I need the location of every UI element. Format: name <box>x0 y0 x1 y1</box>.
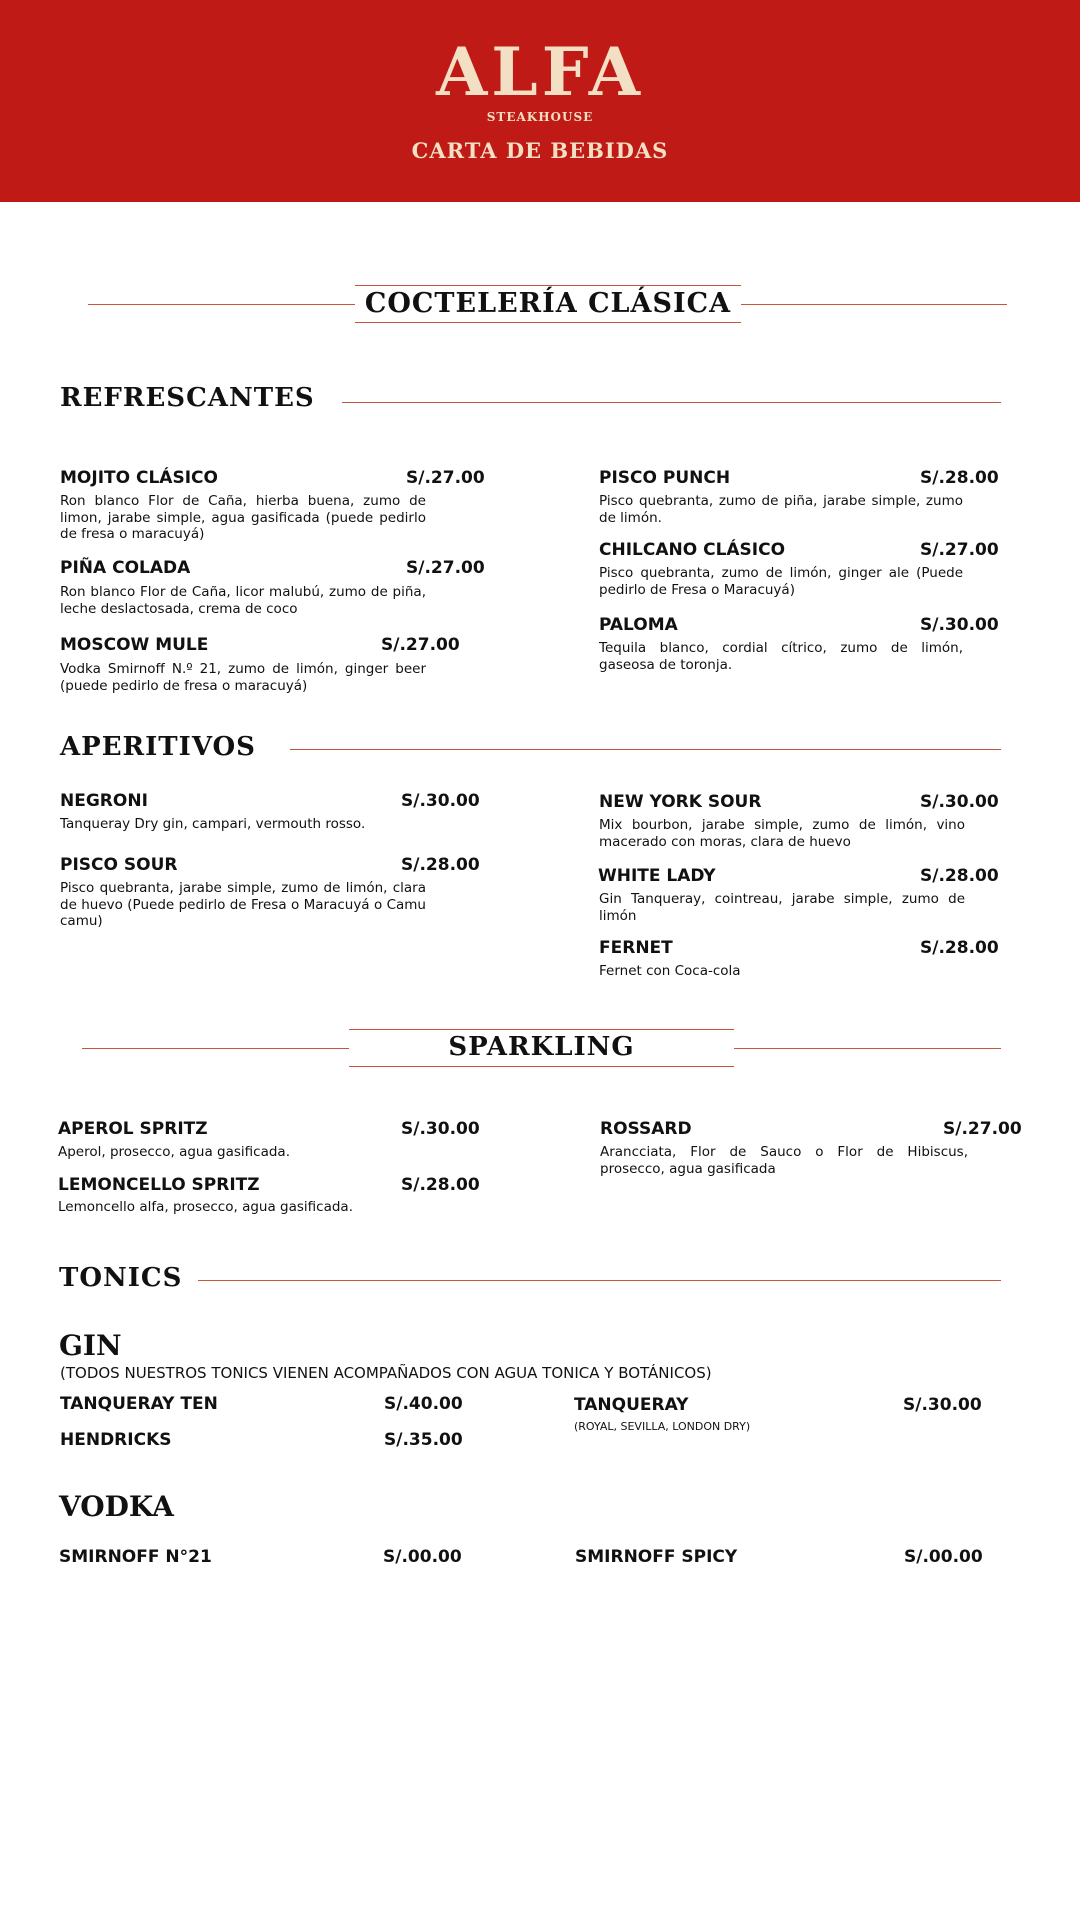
logo-subtitle: STEAKHOUSE <box>486 110 594 124</box>
item-price: S/.30.00 <box>920 615 999 635</box>
section-title-aperitivos: APERITIVOS <box>60 732 256 762</box>
item-description: Gin Tanqueray, cointreau, jarabe simple, zumo de limón <box>599 891 965 924</box>
item-name: PALOMA <box>599 615 678 635</box>
subsection-title-vodka: VODKA <box>59 1490 174 1523</box>
item-price: S/.27.00 <box>406 558 485 578</box>
item-price: S/.28.00 <box>920 866 999 886</box>
item-description: Lemoncello alfa, prosecco, agua gasificada. <box>58 1199 353 1215</box>
item-price: S/.28.00 <box>920 938 999 958</box>
divider-left <box>82 1048 349 1049</box>
item-name: LEMONCELLO SPRITZ <box>58 1175 260 1195</box>
item-name: ROSSARD <box>600 1119 692 1139</box>
item-description: Fernet con Coca-cola <box>599 963 741 979</box>
section-rule <box>342 402 1001 403</box>
item-description: Mix bourbon, jarabe simple, zumo de limón, vino macerado con moras, clara de huevo <box>599 817 965 850</box>
item-description: Pisco quebranta, zumo de piña, jarabe simple, zumo de limón. <box>599 493 963 526</box>
item-name: CHILCANO CLÁSICO <box>599 540 786 560</box>
section-title-refrescantes: REFRESCANTES <box>60 383 315 413</box>
item-price: S/.30.00 <box>401 791 480 811</box>
item-name: SMIRNOFF SPICY <box>575 1547 738 1567</box>
item-price: S/.35.00 <box>384 1430 463 1450</box>
section-title-sparkling: SPARKLING <box>349 1029 734 1067</box>
item-name: NEW YORK SOUR <box>599 792 762 812</box>
item-name: PIÑA COLADA <box>60 558 191 578</box>
item-name: MOJITO CLÁSICO <box>60 468 218 488</box>
item-name: NEGRONI <box>60 791 148 811</box>
item-price: S/.30.00 <box>920 792 999 812</box>
item-name: TANQUERAY <box>574 1395 689 1415</box>
section-rule <box>290 749 1001 750</box>
item-name: PISCO SOUR <box>60 855 178 875</box>
item-price: S/.30.00 <box>903 1395 982 1415</box>
item-description: Vodka Smirnoff N.º 21, zumo de limón, ginger beer (puede pedirlo de fresa o maracuyá) <box>60 661 426 694</box>
item-description: Ron blanco Flor de Caña, licor malubú, zumo de piña, leche deslactosada, crema de coco <box>60 584 426 617</box>
item-note: (ROYAL, SEVILLA, LONDON DRY) <box>574 1420 751 1433</box>
divider-right <box>734 1048 1001 1049</box>
logo: ALFA <box>436 33 644 111</box>
item-description: Ron blanco Flor de Caña, hierba buena, zumo de limon, jarabe simple, agua gasificada (puede pedirlo de fresa o maracuyá) <box>60 493 426 542</box>
item-description: Tequila blanco, cordial cítrico, zumo de limón, gaseosa de toronja. <box>599 640 963 673</box>
item-description: Arancciata, Flor de Sauco o Flor de Hibiscus, prosecco, agua gasificada <box>600 1144 968 1177</box>
item-name: WHITE LADY <box>598 866 716 886</box>
item-name: MOSCOW MULE <box>60 635 209 655</box>
subsection-title-gin: GIN <box>59 1329 122 1362</box>
item-price: S/.27.00 <box>920 540 999 560</box>
item-description: Pisco quebranta, zumo de limón, ginger ale (Puede pedirlo de Fresa o Maracuyá) <box>599 565 963 598</box>
gin-note: (TODOS NUESTROS TONICS VIENEN ACOMPAÑADOS CON AGUA TONICA Y BOTÁNICOS) <box>60 1364 712 1382</box>
item-price: S/.00.00 <box>904 1547 983 1567</box>
page-title: CARTA DE BEBIDAS <box>411 138 669 163</box>
item-price: S/.28.00 <box>920 468 999 488</box>
divider-left <box>88 304 355 305</box>
item-price: S/.28.00 <box>401 1175 480 1195</box>
section-rule <box>198 1280 1001 1281</box>
item-name: APEROL SPRITZ <box>58 1119 208 1139</box>
item-price: S/.27.00 <box>943 1119 1022 1139</box>
item-name: FERNET <box>599 938 673 958</box>
section-title-tonics: TONICS <box>59 1263 183 1293</box>
header-banner <box>0 0 1080 202</box>
divider-right <box>741 304 1007 305</box>
item-price: S/.27.00 <box>381 635 460 655</box>
item-price: S/.40.00 <box>384 1394 463 1414</box>
item-description: Tanqueray Dry gin, campari, vermouth rosso. <box>60 816 366 832</box>
item-name: PISCO PUNCH <box>599 468 731 488</box>
item-name: HENDRICKS <box>60 1430 172 1450</box>
item-price: S/.27.00 <box>406 468 485 488</box>
section-title-cocteleria: COCTELERÍA CLÁSICA <box>355 285 741 323</box>
item-name: TANQUERAY TEN <box>60 1394 218 1414</box>
item-price: S/.00.00 <box>383 1547 462 1567</box>
item-price: S/.28.00 <box>401 855 480 875</box>
item-name: SMIRNOFF N°21 <box>59 1547 212 1567</box>
item-description: Aperol, prosecco, agua gasificada. <box>58 1144 290 1160</box>
item-description: Pisco quebranta, jarabe simple, zumo de limón, clara de huevo (Puede pedirlo de Fresa o Maracuyá o Camu camu) <box>60 880 426 929</box>
item-price: S/.30.00 <box>401 1119 480 1139</box>
